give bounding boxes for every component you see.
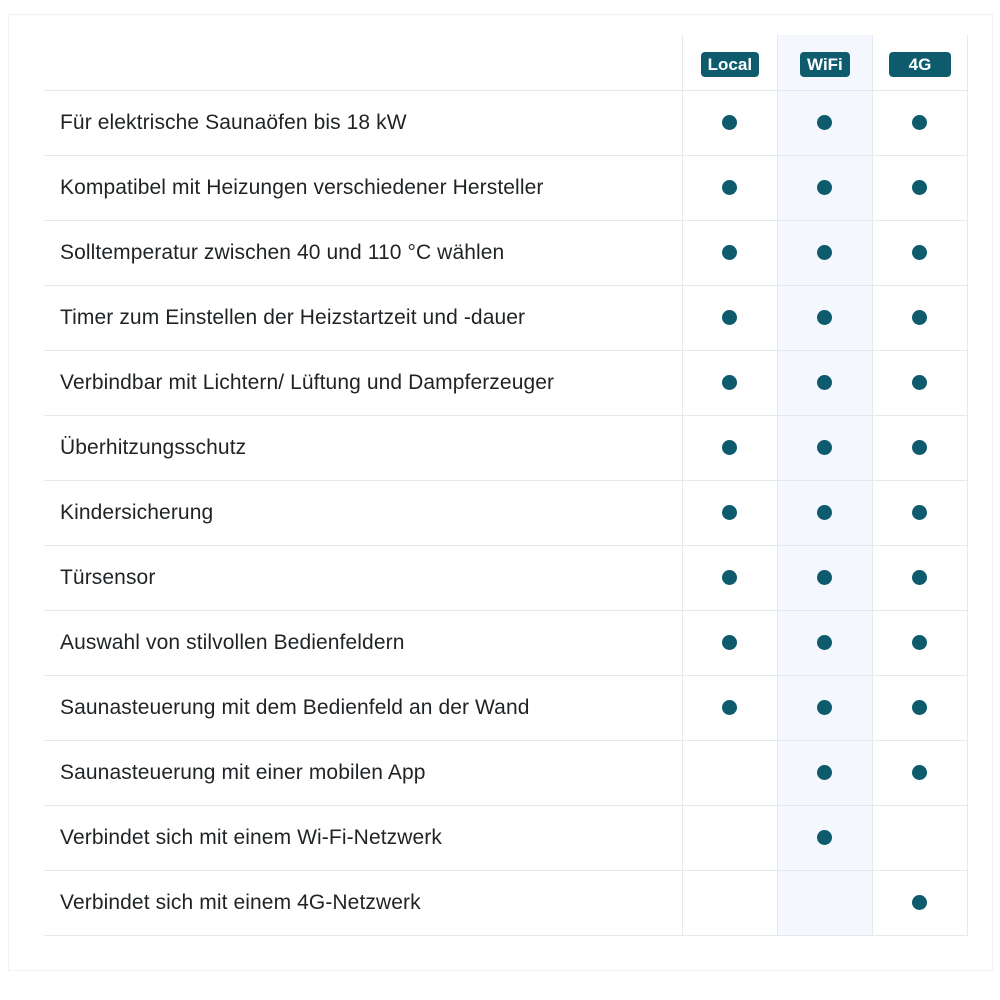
cell-local (682, 610, 777, 675)
cell-4g (872, 155, 967, 220)
check-dot-icon (817, 505, 832, 520)
check-dot-icon (912, 765, 927, 780)
cell-4g (872, 480, 967, 545)
cell-4g (872, 285, 967, 350)
check-dot-icon (912, 700, 927, 715)
cell-local (682, 805, 777, 870)
check-dot-icon (722, 440, 737, 455)
table-row (44, 805, 968, 870)
cell-4g (872, 805, 967, 870)
check-dot-icon (817, 310, 832, 325)
cell-local (682, 350, 777, 415)
feature-header-cell (44, 35, 682, 90)
check-dot-icon (817, 245, 832, 260)
cell-4g (872, 90, 967, 155)
table-row (44, 675, 968, 740)
check-dot-icon (722, 505, 737, 520)
header-4g (872, 35, 967, 90)
table-row (44, 545, 968, 610)
table-header-row (44, 35, 968, 90)
check-dot-icon (912, 310, 927, 325)
feature-label: Verbindet sich mit einem Wi-Fi-Netzwerk (44, 805, 682, 870)
cell-local (682, 220, 777, 285)
check-dot-icon (722, 635, 737, 650)
cell-wifi (777, 545, 872, 610)
check-dot-icon (912, 570, 927, 585)
feature-label: Auswahl von stilvollen Bedienfeldern (44, 610, 682, 675)
cell-wifi (777, 675, 872, 740)
check-dot-icon (912, 895, 927, 910)
cell-4g (872, 610, 967, 675)
check-dot-icon (722, 310, 737, 325)
cell-wifi (777, 350, 872, 415)
check-dot-icon (912, 440, 927, 455)
cell-4g (872, 350, 967, 415)
cell-4g (872, 870, 967, 935)
cell-local (682, 870, 777, 935)
table-row (44, 285, 968, 350)
cell-wifi (777, 480, 872, 545)
feature-label: Timer zum Einstellen der Heizstartzeit und -dauer (44, 285, 682, 350)
cell-wifi (777, 740, 872, 805)
table-row (44, 90, 968, 155)
cell-wifi (777, 220, 872, 285)
cell-4g (872, 220, 967, 285)
check-dot-icon (912, 505, 927, 520)
cell-wifi (777, 90, 872, 155)
check-dot-icon (912, 635, 927, 650)
4g-badge: 4G (889, 52, 951, 77)
table-row (44, 155, 968, 220)
feature-label: Solltemperatur zwischen 40 und 110 °C wählen (44, 220, 682, 285)
check-dot-icon (722, 180, 737, 195)
cell-local (682, 480, 777, 545)
cell-4g (872, 675, 967, 740)
table-row (44, 415, 968, 480)
cell-wifi (777, 805, 872, 870)
check-dot-icon (722, 700, 737, 715)
cell-4g (872, 545, 967, 610)
header-wifi (777, 35, 872, 90)
feature-label: Kindersicherung (44, 480, 682, 545)
feature-label: Kompatibel mit Heizungen verschiedener Hersteller (44, 155, 682, 220)
check-dot-icon (817, 180, 832, 195)
feature-label: Türsensor (44, 545, 682, 610)
cell-local (682, 415, 777, 480)
cell-4g (872, 415, 967, 480)
cell-local (682, 90, 777, 155)
feature-label: Überhitzungsschutz (44, 415, 682, 480)
table-row (44, 220, 968, 285)
cell-wifi (777, 415, 872, 480)
check-dot-icon (817, 700, 832, 715)
check-dot-icon (817, 115, 832, 130)
check-dot-icon (722, 115, 737, 130)
table-row (44, 740, 968, 805)
check-dot-icon (817, 635, 832, 650)
feature-label: Saunasteuerung mit einer mobilen App (44, 740, 682, 805)
check-dot-icon (912, 245, 927, 260)
check-dot-icon (817, 375, 832, 390)
feature-label: Verbindbar mit Lichtern/ Lüftung und Dampferzeuger (44, 350, 682, 415)
table-row (44, 870, 968, 935)
check-dot-icon (817, 570, 832, 585)
cell-local (682, 740, 777, 805)
check-dot-icon (912, 115, 927, 130)
check-dot-icon (912, 180, 927, 195)
cell-local (682, 155, 777, 220)
check-dot-icon (817, 830, 832, 845)
check-dot-icon (722, 245, 737, 260)
table-row (44, 480, 968, 545)
cell-wifi (777, 870, 872, 935)
cell-local (682, 545, 777, 610)
feature-comparison-table (44, 35, 968, 936)
check-dot-icon (912, 375, 927, 390)
header-local (682, 35, 777, 90)
table-row (44, 350, 968, 415)
check-dot-icon (722, 375, 737, 390)
table-row (44, 610, 968, 675)
feature-label: Saunasteuerung mit dem Bedienfeld an der Wand (44, 675, 682, 740)
cell-local (682, 675, 777, 740)
feature-label: Verbindet sich mit einem 4G-Netzwerk (44, 870, 682, 935)
check-dot-icon (817, 765, 832, 780)
check-dot-icon (817, 440, 832, 455)
cell-wifi (777, 610, 872, 675)
cell-local (682, 285, 777, 350)
cell-wifi (777, 285, 872, 350)
check-dot-icon (722, 570, 737, 585)
cell-wifi (777, 155, 872, 220)
local-badge: Local (701, 52, 759, 77)
cell-4g (872, 740, 967, 805)
feature-label: Für elektrische Saunaöfen bis 18 kW (44, 90, 682, 155)
wifi-badge: WiFi (800, 52, 850, 77)
